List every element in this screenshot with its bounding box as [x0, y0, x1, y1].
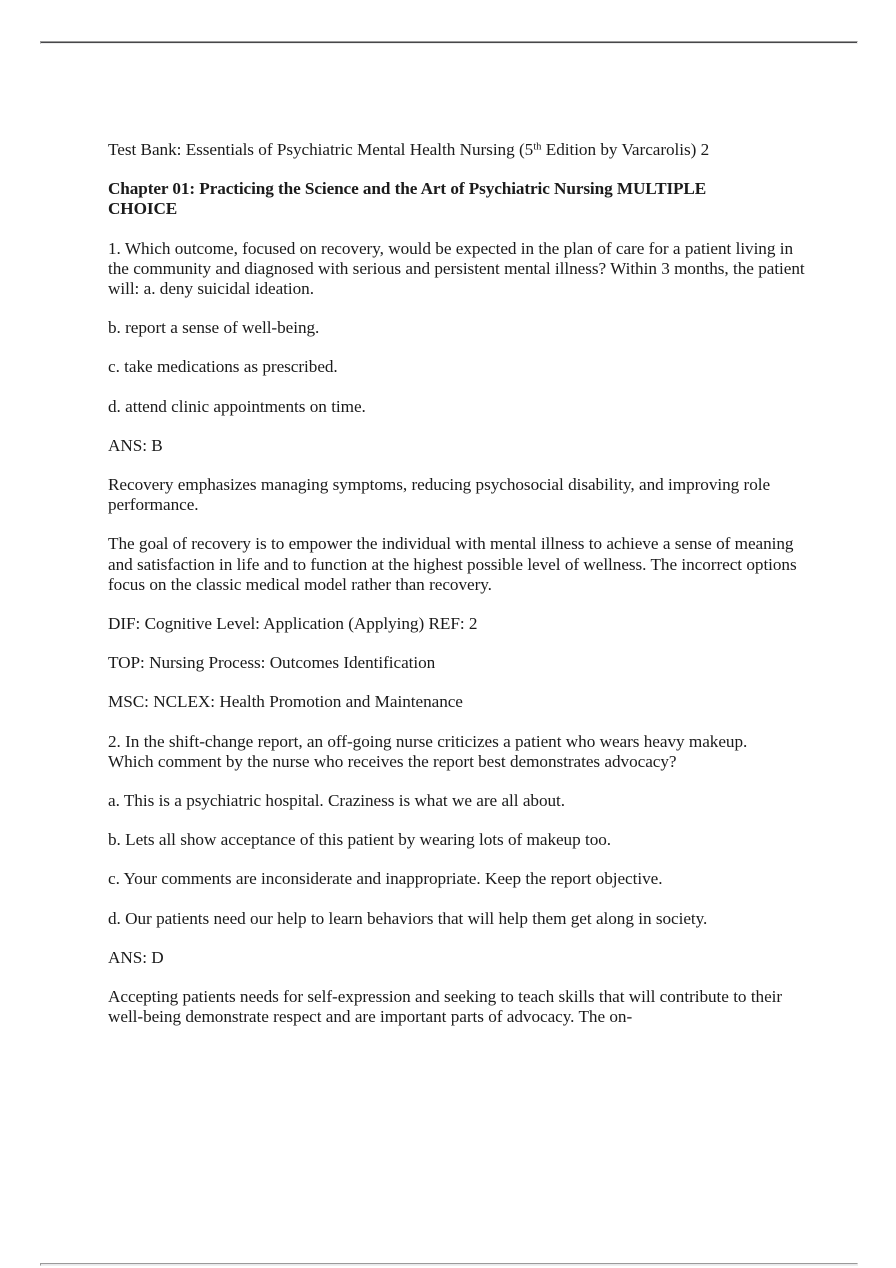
question-1-rationale-part-2: The goal of recovery is to empower the individual with mental illness to achieve a sense of meaning and satisfaction in life and to function at the highest possible level of wellness. The incorrect options focus on the classic medical model rather than recovery.: [108, 534, 797, 594]
question-1-option-c: c. take medications as prescribed.: [108, 357, 338, 377]
question-2-option-b: b. Lets all show acceptance of this patient by wearing lots of makeup too.: [108, 830, 612, 850]
question-1-top: TOP: Nursing Process: Outcomes Identification: [108, 653, 436, 673]
header-divider: [40, 41, 858, 44]
footer-divider: [40, 1263, 858, 1266]
title-text-before-superscript: Test Bank: Essentials of Psychiatric Mental Health Nursing (5: [108, 140, 534, 159]
edition-ordinal-superscript: th: [533, 141, 542, 153]
question-1-option-b: b. report a sense of well-being.: [108, 318, 320, 338]
question-1-stem: 1. Which outcome, focused on recovery, would be expected in the plan of care for a patient living in the community and diagnosed with serious and persistent mental illness? Within 3 months, the patient will: a. deny suicidal ideation.: [108, 238, 805, 299]
title-text-after-superscript: Edition by Varcarolis) 2: [541, 140, 710, 159]
question-2-option-c: c. Your comments are inconsiderate and inappropriate. Keep the report objective.: [108, 869, 663, 889]
document-title-line: [108, 140, 814, 160]
question-1-dif-ref: DIF: Cognitive Level: Application (Applying) REF: 2: [108, 614, 478, 634]
question-1-msc: MSC: NCLEX: Health Promotion and Maintenance: [108, 692, 463, 712]
question-2-answer: ANS: D: [108, 947, 164, 967]
question-2-rationale: Accepting patients needs for self-expression and seeking to teach skills that will contribute to their well-being demonstrate respect and are important parts of advocacy. The on-: [108, 987, 783, 1027]
question-1-option-d: d. attend clinic appointments on time.: [108, 396, 366, 416]
question-2-option-d: d. Our patients need our help to learn behaviors that will help them get along in society.: [108, 908, 708, 928]
chapter-heading: Chapter 01: Practicing the Science and the Art of Psychiatric Nursing MULTIPLE CHOICE: [108, 179, 707, 219]
question-1-rationale-part-1: Recovery emphasizes managing symptoms, reducing psychosocial disability, and improving role performance.: [108, 475, 771, 515]
question-2-stem: 2. In the shift-change report, an off-going nurse criticizes a patient who wears heavy makeup. Which comment by the nurse who receives the report best demonstrates advocacy?: [108, 731, 748, 771]
question-1-answer: ANS: B: [108, 435, 163, 455]
question-2-option-a: a. This is a psychiatric hospital. Craziness is what we are all about.: [108, 791, 566, 811]
document-body: [108, 140, 814, 1027]
